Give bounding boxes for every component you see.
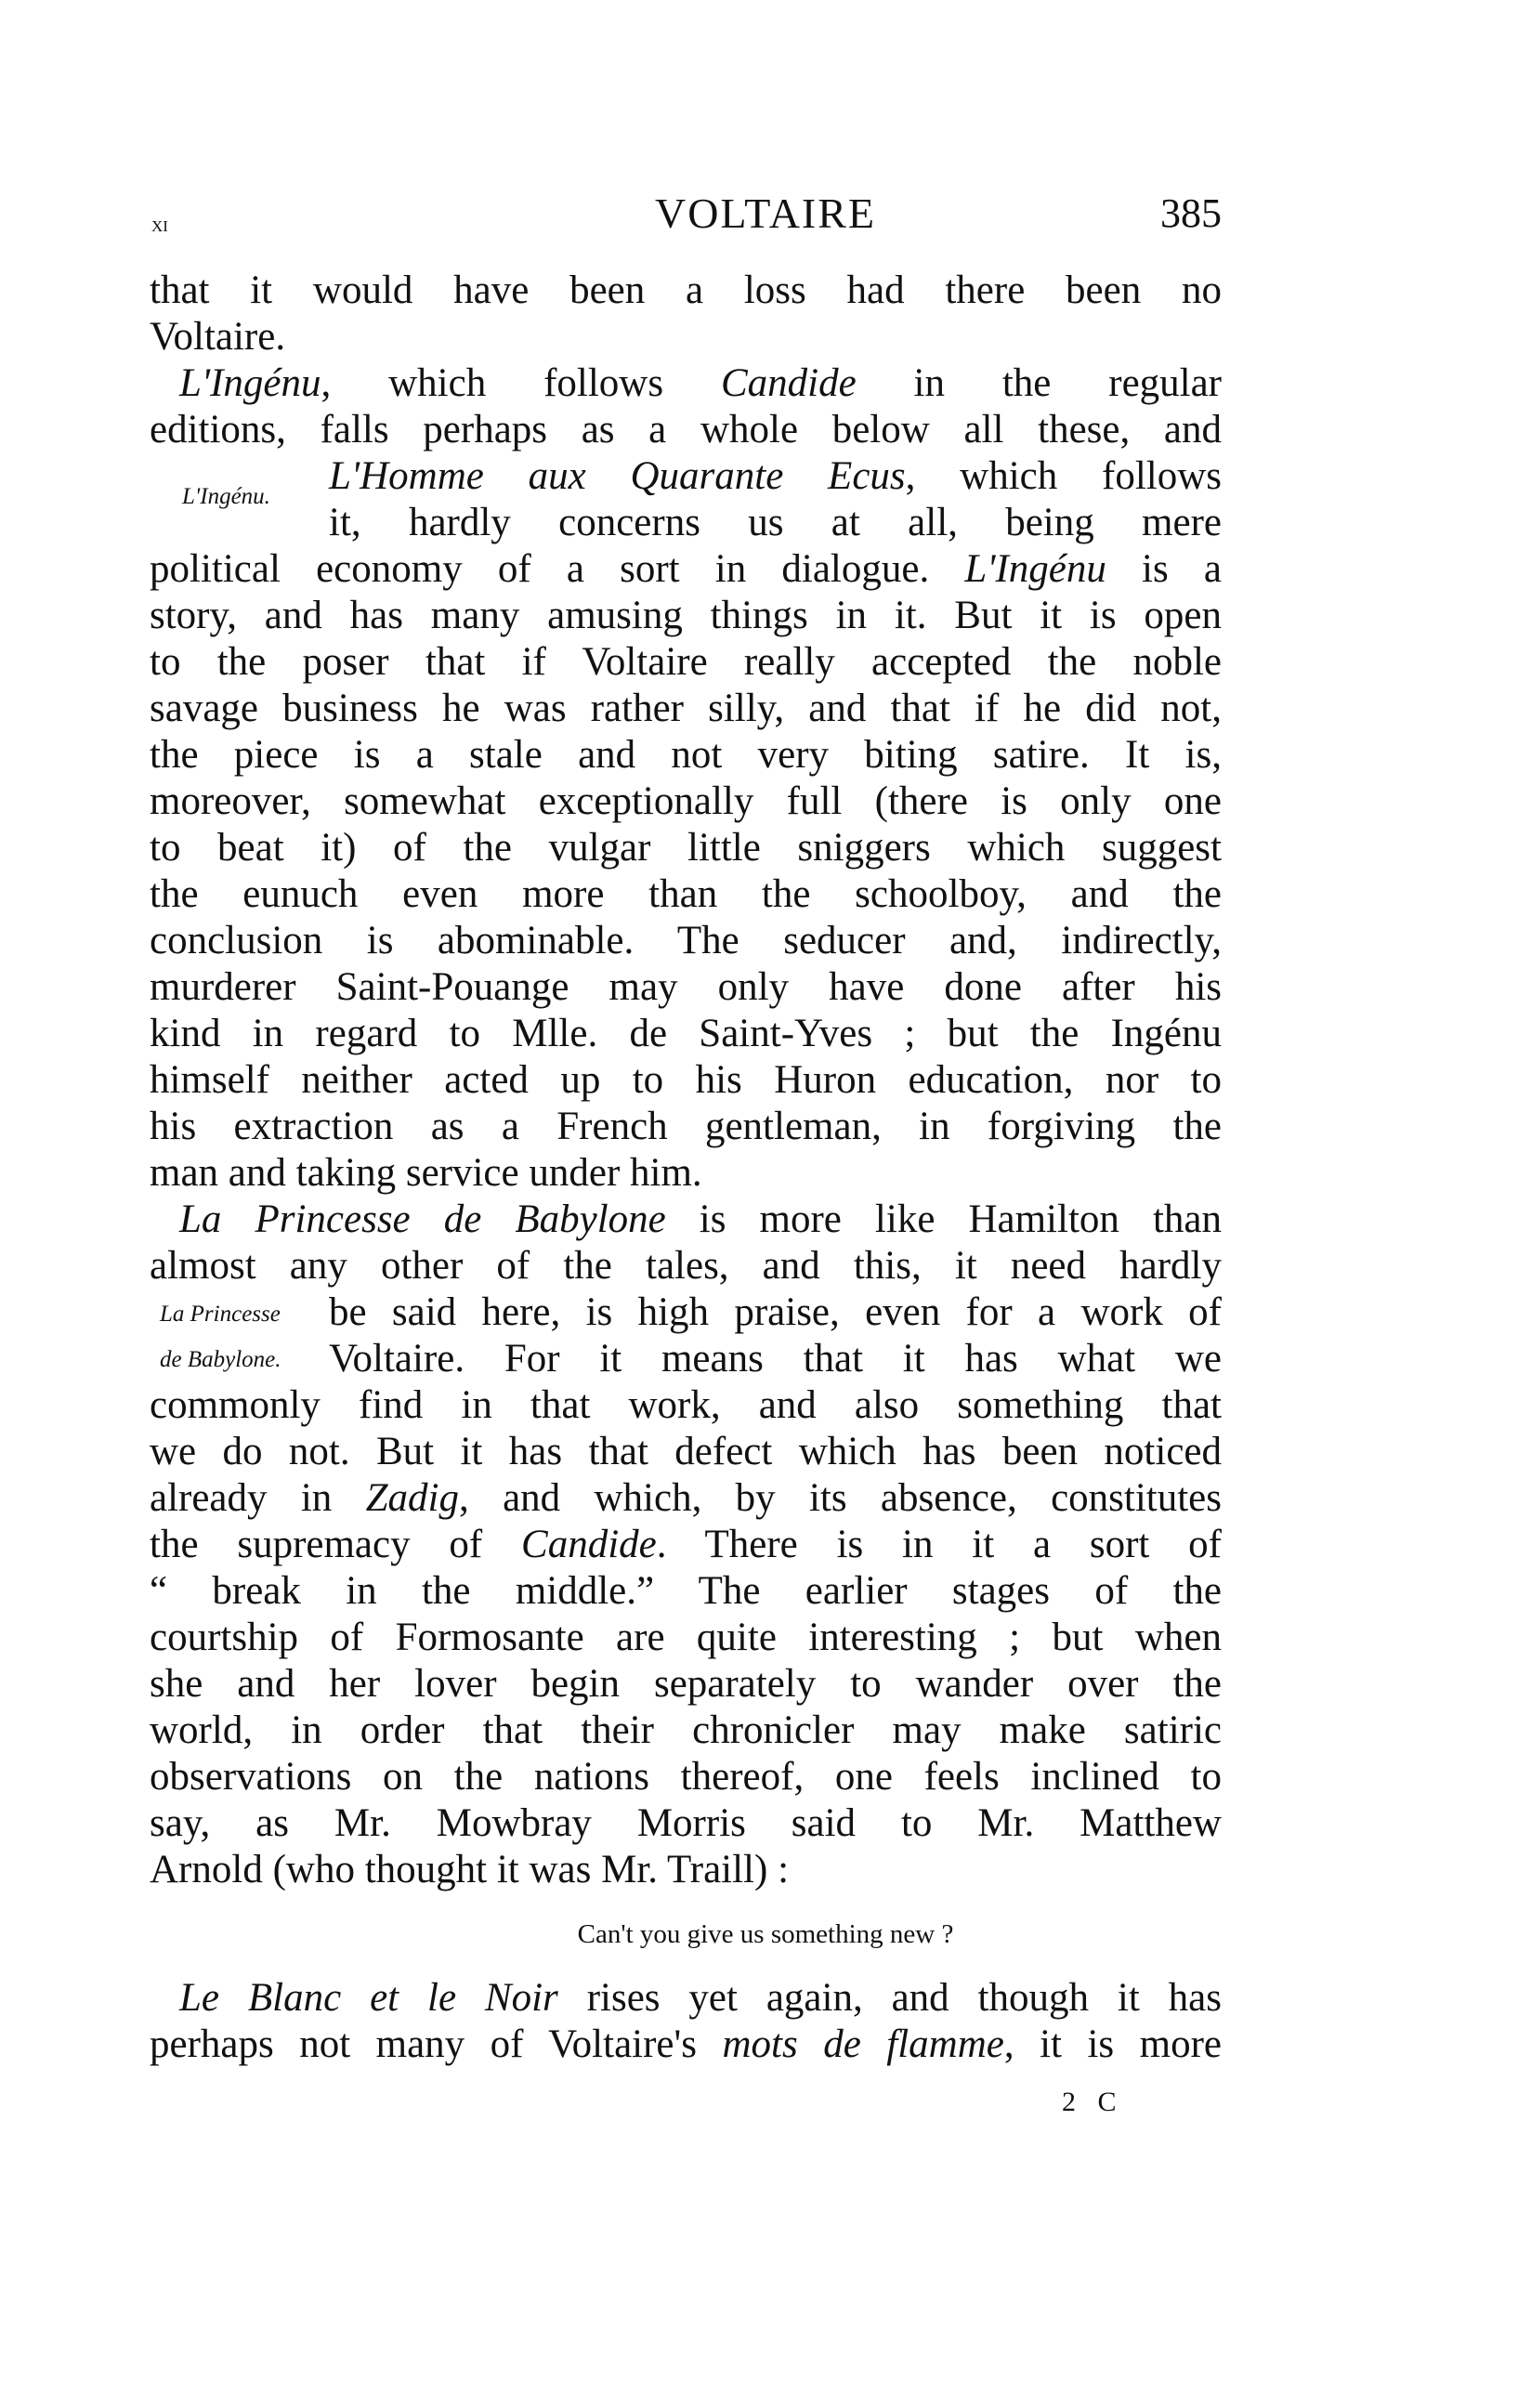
text-line [150, 2022, 1222, 2068]
chapter-number: xi [151, 213, 168, 237]
text-segment: she and her lover begin separately to wander over the [150, 1662, 1222, 1706]
text-segment: himself neither acted up to his Huron education, nor to [150, 1058, 1222, 1102]
text-line [150, 1475, 1222, 1522]
text-line [150, 1104, 1222, 1150]
text-segment: observations on the nations thereof, one feels inclined to [150, 1755, 1222, 1799]
text-line [150, 732, 1222, 779]
text-segment: Arnold (who thought it was Mr. Traill) : [150, 1848, 790, 1891]
text-line [150, 453, 1222, 500]
text-segment: almost any other of the tales, and this, it need hardly [150, 1244, 1222, 1288]
text-segment: political economy of a sort in dialogue. [150, 547, 965, 591]
text-segment: is more like Hamilton than [665, 1197, 1222, 1241]
margin-note: La Princesse [160, 1302, 281, 1327]
text-line [150, 1800, 1222, 1847]
text-segment: already in [150, 1476, 366, 1520]
text-segment: kind in regard to Mlle. de Saint-Yves ; but the Ingénu [150, 1012, 1222, 1055]
body-text-continued [150, 1975, 1222, 2068]
text-line [150, 964, 1222, 1011]
text-segment: the piece is a stale and not very biting satire. It is, [150, 733, 1222, 777]
text-line [150, 1057, 1222, 1104]
text-segment: . There is in it a sort of [656, 1523, 1223, 1566]
text-segment: the supremacy of [150, 1523, 522, 1566]
text-segment: to the poser that if Voltaire really accepted the noble [150, 640, 1222, 684]
italic-title: L'Ingénu [179, 361, 321, 405]
text-segment: in the regular [856, 361, 1223, 405]
italic-title: Candide [720, 361, 857, 405]
text-segment: courtship of Formosante are quite interesting ; but when [150, 1616, 1222, 1659]
text-line [150, 1429, 1222, 1475]
text-segment: commonly find in that work, and also something that [150, 1383, 1222, 1427]
text-line [150, 360, 1222, 407]
text-line [150, 918, 1222, 964]
text-segment: savage business he was rather silly, and that if he did not, [150, 687, 1222, 730]
italic-title: mots de flamme [722, 2022, 1004, 2066]
text-segment: that it would have been a loss had there been no [150, 268, 1222, 312]
margin-note: L'Ingénu. [182, 484, 270, 509]
block-quote: Can't you give us something new ? [577, 1919, 954, 1949]
text-segment: conclusion is abominable. The seducer and, indirectly, [150, 919, 1222, 962]
text-line [150, 1336, 1222, 1382]
italic-title: Zadig [365, 1476, 459, 1520]
text-line [150, 1975, 1222, 2022]
text-line [150, 1847, 1222, 1893]
text-line [150, 1150, 1222, 1197]
italic-title: La Princesse de Babylone [179, 1197, 666, 1241]
text-segment: murderer Saint-Pouange may only have done after his [150, 965, 1222, 1009]
text-line [150, 825, 1222, 871]
running-title: VOLTAIRE [654, 190, 877, 237]
text-line [150, 593, 1222, 639]
text-line [150, 1615, 1222, 1661]
page-number: 385 [1160, 190, 1222, 236]
text-line [150, 1568, 1222, 1615]
text-segment: “ break in the middle.” The earlier stages of the [150, 1569, 1222, 1613]
signature-mark: 2 C [1062, 2087, 1124, 2117]
text-segment: perhaps not many of Voltaire's [150, 2022, 723, 2066]
text-segment: the eunuch even more than the schoolboy, and the [150, 872, 1222, 916]
text-segment: , and which, by its absence, constitutes [459, 1476, 1222, 1520]
text-segment: story, and has many amusing things in it. But it is open [150, 594, 1222, 637]
text-line [150, 1382, 1222, 1429]
text-line [150, 871, 1222, 918]
text-line [150, 686, 1222, 732]
italic-title: Le Blanc et le Noir [179, 1976, 558, 2020]
text-line [150, 268, 1222, 314]
text-segment: be said here, is high praise, even for a work of [329, 1290, 1222, 1334]
text-segment: moreover, somewhat exceptionally full (there is only one [150, 779, 1222, 823]
italic-title: Candide [521, 1523, 657, 1566]
text-line [150, 779, 1222, 825]
text-line [150, 1197, 1222, 1243]
text-segment: say, as Mr. Mowbray Morris said to Mr. Matthew [150, 1801, 1222, 1845]
text-line [150, 1708, 1222, 1754]
margin-note: de Babylone. [160, 1347, 281, 1372]
text-line [150, 1011, 1222, 1057]
text-line [150, 546, 1222, 593]
text-line [150, 1243, 1222, 1289]
italic-title: L'Ingénu [964, 547, 1106, 591]
text-segment: , which follows [905, 454, 1223, 498]
text-line [150, 500, 1222, 546]
italic-title: L'Homme aux Quarante Ecus [329, 454, 906, 498]
text-line [150, 1754, 1222, 1800]
text-segment: Voltaire. [150, 315, 286, 359]
text-line [150, 314, 1222, 360]
text-segment: his extraction as a French gentleman, in forgiving the [150, 1105, 1222, 1148]
text-segment: it, hardly concerns us at all, being mere [329, 501, 1222, 544]
body-text [150, 268, 1222, 1893]
text-line [150, 1522, 1222, 1568]
text-segment: , it is more [1003, 2022, 1222, 2066]
text-segment: , which follows [321, 361, 721, 405]
text-segment: is a [1106, 547, 1222, 591]
text-line [150, 1661, 1222, 1708]
text-segment: Voltaire. For it means that it has what we [329, 1337, 1222, 1381]
text-line [150, 1289, 1222, 1336]
text-line [150, 639, 1222, 686]
text-segment: rises yet again, and though it has [557, 1976, 1222, 2020]
text-line [150, 407, 1222, 453]
text-segment: man and taking service under him. [150, 1151, 702, 1195]
text-segment: to beat it) of the vulgar little sniggers which suggest [150, 826, 1222, 870]
text-segment: we do not. But it has that defect which has been noticed [150, 1430, 1222, 1473]
text-segment: world, in order that their chronicler may make satiric [150, 1708, 1222, 1752]
text-segment: editions, falls perhaps as a whole below all these, and [150, 408, 1222, 452]
